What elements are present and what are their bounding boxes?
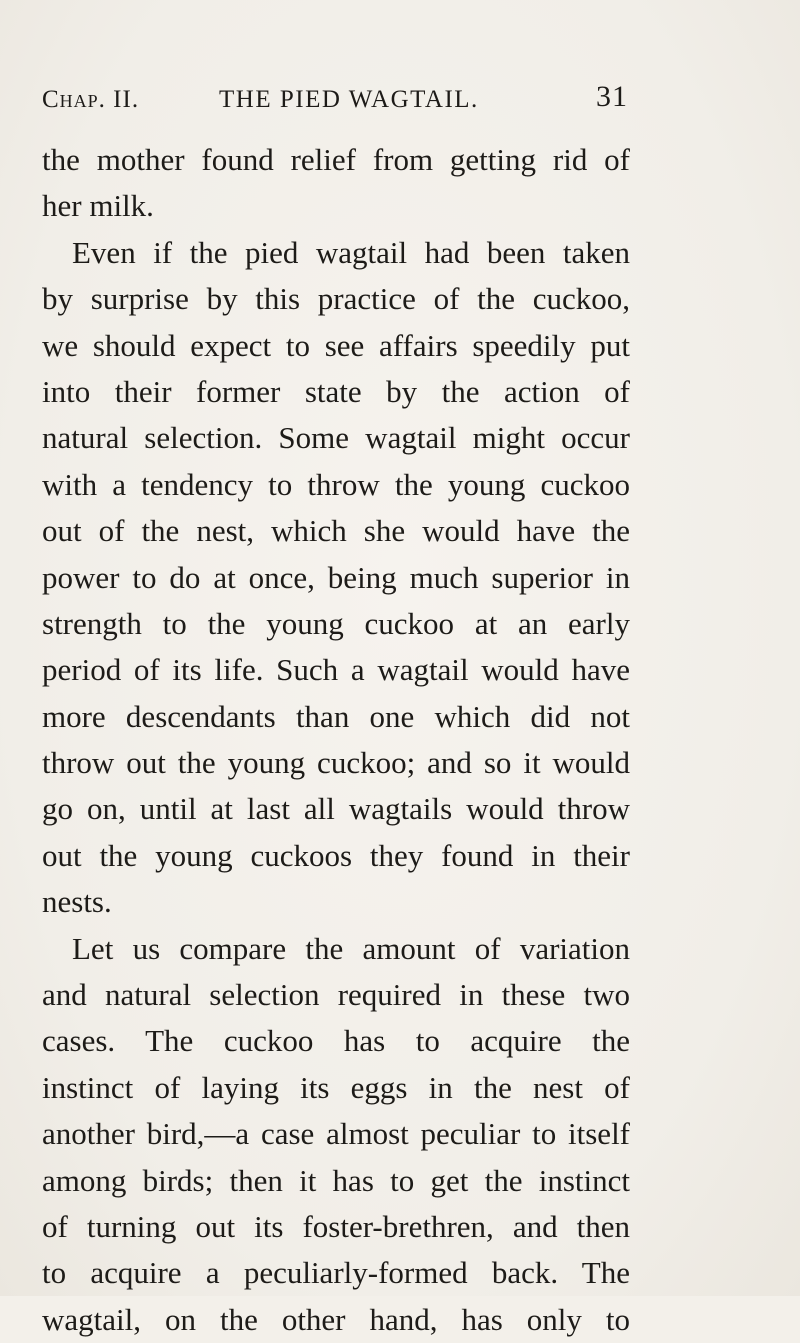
text-line: go on, until at last all wagtails would throw: [42, 791, 630, 827]
text-line: Let us compare the amount of variation: [72, 930, 630, 966]
text-line: natural selection. Some wagtail might occur: [42, 420, 630, 456]
text-line: out the young cuckoos they found in their: [42, 837, 630, 873]
text-line: cases. The cuckoo has to acquire the: [42, 1023, 630, 1059]
text-line: power to do at once, being much superior in: [42, 559, 630, 595]
text-line: instinct of laying its eggs in the nest of: [42, 1069, 630, 1105]
text-line: with a tendency to throw the young cuckoo: [42, 466, 630, 502]
chapter-title: THE PIED WAGTAIL.: [219, 86, 479, 113]
text-line: another bird,—a case almost peculiar to itself: [42, 1116, 630, 1152]
text-line: Even if the pied wagtail had been taken: [72, 234, 630, 270]
text-line: period of its life. Such a wagtail would have: [42, 652, 630, 688]
text-line: strength to the young cuckoo at an early: [42, 605, 630, 641]
running-head: [42, 80, 628, 120]
text-line: nests.: [42, 884, 112, 920]
text-line: her milk.: [42, 188, 154, 224]
text-line: the mother found relief from getting rid of: [42, 142, 630, 177]
text-line: among birds; then it has to get the instinct: [42, 1162, 630, 1198]
text-line: more descendants than one which did not: [42, 698, 630, 734]
text-line: throw out the young cuckoo; and so it would: [42, 745, 630, 781]
body-text: [42, 137, 630, 1343]
text-line: we should expect to see affairs speedily put: [42, 327, 630, 363]
text-line: out of the nest, which she would have the: [42, 513, 630, 549]
text-line: to acquire a peculiarly-formed back. The: [42, 1255, 630, 1291]
text-line: and natural selection required in these two: [42, 977, 630, 1013]
text-line: of turning out its foster-brethren, and then: [42, 1208, 630, 1244]
chapter-label: Chap. II.: [42, 86, 140, 113]
text-line: wagtail, on the other hand, has only to: [42, 1301, 630, 1337]
page-number: 31: [596, 80, 628, 113]
text-line: into their former state by the action of: [42, 373, 630, 409]
text-line: by surprise by this practice of the cuckoo,: [42, 281, 630, 317]
